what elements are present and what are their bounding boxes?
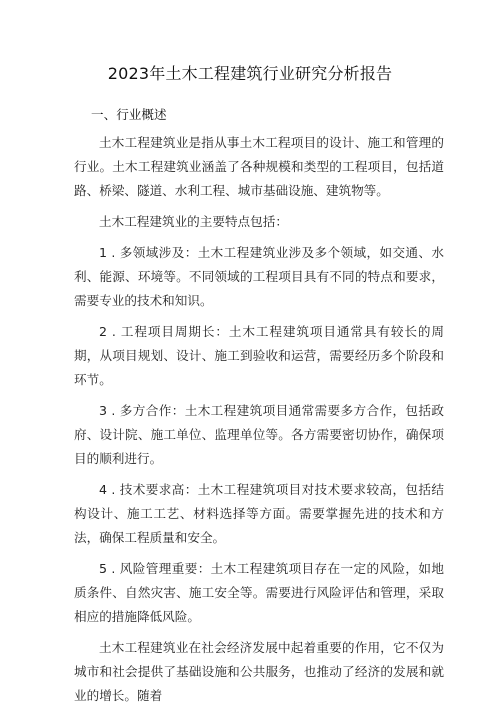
paragraph-intro: 土木工程建筑业是指从事土木工程项目的设计、施工和管理的行业。土木工程建筑业涵盖了各种规模和类型的工程项目，包括道路、桥梁、隧道、水利工程、城市基础设施、建筑物等。 bbox=[74, 135, 444, 198]
paragraph-features-lead: 土木工程建筑业的主要特点包括： bbox=[99, 214, 288, 229]
section-heading: 一、行业概述 bbox=[91, 107, 167, 122]
document-title: 2023年土木工程建筑行业研究分析报告 bbox=[107, 64, 393, 83]
list-item-4: 4 . 技术要求高：土木工程建筑项目对技术要求较高，包括结构设计、施工工艺、材料选择等方面。需要掌握先进的技术和方法，确保工程质量和安全。 bbox=[74, 482, 444, 545]
list-item-2: 2 . 工程项目周期长：土木工程建筑项目通常具有较长的周期，从项目规划、设计、施工到验收和运营，需要经历多个阶段和环节。 bbox=[74, 324, 444, 387]
list-item-5: 5 . 风险管理重要：土木工程建筑项目存在一定的风险，如地质条件、自然灾害、施工安全等。需要进行风险评估和管理，采取相应的措施降低风险。 bbox=[74, 561, 444, 624]
list-item-3: 3 . 多方合作：土木工程建筑项目通常需要多方合作，包括政府、设计院、施工单位、监理单位等。各方需要密切协作，确保项目的顺利进行。 bbox=[74, 403, 444, 466]
list-item-1: 1 . 多领域涉及：土木工程建筑业涉及多个领域，如交通、水利、能源、环境等。不同领域的工程项目具有不同的特点和要求，需要专业的技术和知识。 bbox=[74, 245, 444, 308]
paragraph-role: 土木工程建筑业在社会经济发展中起着重要的作用，它不仅为城市和社会提供了基础设施和公共服务，也推动了经济的发展和就业的增长。随着 bbox=[74, 640, 444, 703]
document-body bbox=[74, 131, 444, 715]
